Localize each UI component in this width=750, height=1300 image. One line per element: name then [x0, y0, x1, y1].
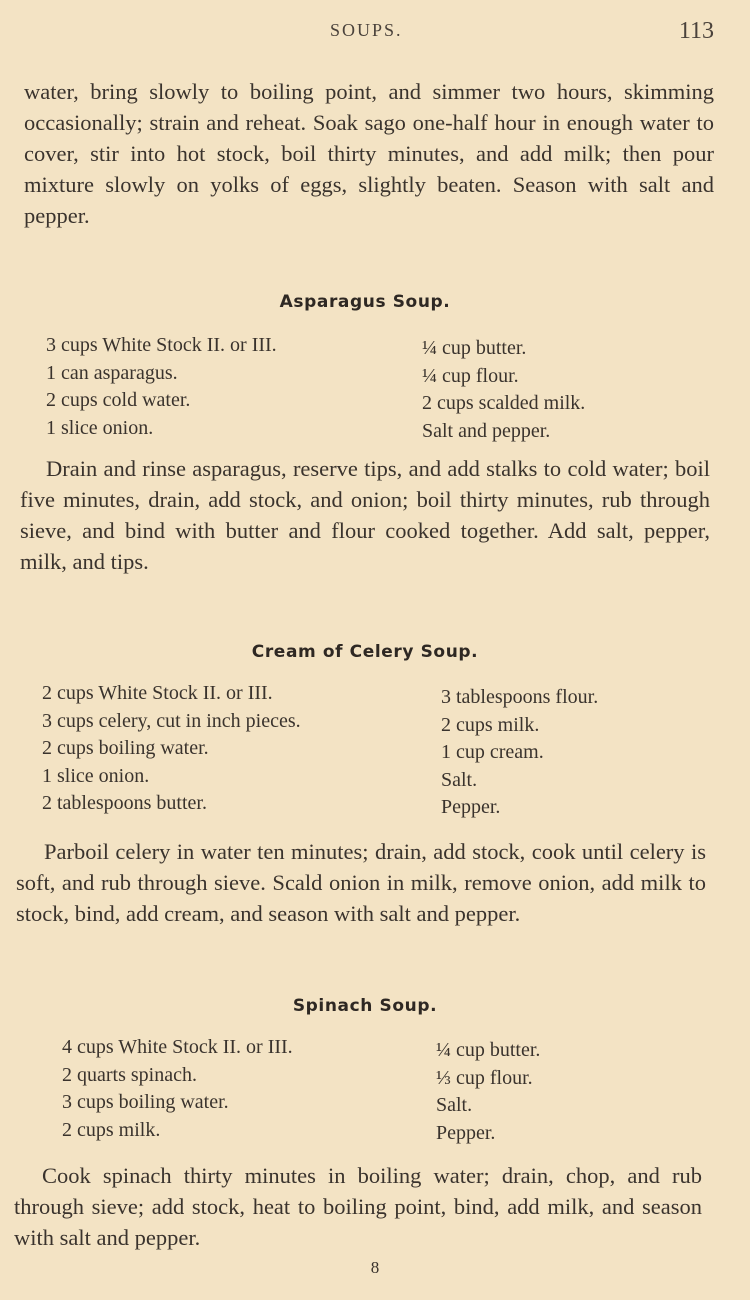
ingredient: 3 tablespoons flour.: [441, 686, 599, 708]
ingredient: 3 cups boiling water.: [62, 1091, 229, 1113]
ingredient: 2 tablespoons butter.: [42, 792, 207, 814]
ingredient: 1 cup cream.: [441, 741, 544, 763]
recipe-title-asparagus: Asparagus Soup.: [279, 292, 451, 312]
ingredient: 1 can asparagus.: [46, 361, 178, 384]
signature-mark: 8: [370, 1258, 380, 1277]
recipe-title-cream-of-celery: Cream of Celery Soup.: [251, 642, 479, 662]
ingredient: ¼ cup flour.: [422, 364, 519, 387]
page-number: 113: [678, 18, 714, 44]
ingredients-left-celery: [42, 680, 301, 818]
ingredient: 2 cups scalded milk.: [422, 392, 586, 414]
ingredients-right-spinach: [436, 1037, 540, 1147]
ingredient: Pepper.: [441, 796, 501, 818]
ingredient: Salt and pepper.: [422, 419, 551, 442]
running-title: SOUPS.: [330, 20, 403, 40]
recipe-directions-celery: Parboil celery in water ten minutes; drain, add stock, cook until celery is soft, and rub through sieve. Scald onion in milk, remove onion, add milk to stock, bind, add cream, and season with salt and pepper.: [16, 839, 706, 926]
ingredient: 1 slice onion.: [46, 416, 154, 439]
ingredients-left-asparagus: [46, 332, 277, 442]
ingredient: 2 cups White Stock II. or III.: [42, 682, 273, 704]
ingredient: Salt.: [436, 1094, 473, 1116]
ingredient: 3 cups White Stock II. or III.: [46, 334, 277, 356]
ingredients-left-spinach: [62, 1034, 293, 1144]
intro-paragraph: water, bring slowly to boiling point, and simmer two hours, skimming occasionally; strain and reheat. Soak sago one-half hour in enough water to cover, stir into hot stock, boil thirty minutes, and add milk; then pour mixture slowly on yolks of eggs, slightly beaten. Season with salt and pepper.: [24, 79, 714, 228]
ingredient: ⅓ cup flour.: [436, 1066, 533, 1089]
ingredient: 2 quarts spinach.: [62, 1063, 197, 1086]
recipe-title-spinach: Spinach Soup.: [292, 996, 438, 1016]
ingredient: 4 cups White Stock II. or III.: [62, 1036, 293, 1058]
ingredient: 2 cups boiling water.: [42, 737, 209, 759]
recipe-directions-asparagus: Drain and rinse asparagus, reserve tips, and add stalks to cold water; boil five minutes, drain, add stock, and onion; boil thirty minutes, rub through sieve, and bind with butter and flour cooked together. Add salt, pepper, milk, and tips.: [20, 456, 710, 574]
ingredients-right-asparagus: [422, 335, 585, 445]
ingredient: Salt.: [441, 768, 478, 791]
recipe-directions-spinach: Cook spinach thirty minutes in boiling water; drain, chop, and rub through sieve; add stock, heat to boiling point, bind, add milk, and season with salt and pepper.: [14, 1163, 702, 1250]
ingredient: 2 cups milk.: [62, 1118, 161, 1141]
ingredient: 2 cups cold water.: [46, 389, 191, 411]
ingredient: ¼ cup butter.: [436, 1039, 541, 1061]
ingredient: 3 cups celery, cut in inch pieces.: [42, 709, 301, 732]
ingredient: Pepper.: [436, 1121, 496, 1144]
ingredient: ¼ cup butter.: [422, 337, 527, 359]
running-head: [0, 18, 750, 48]
ingredients-right-celery: [441, 684, 598, 822]
ingredient: 2 cups milk.: [441, 713, 540, 736]
ingredient: 1 slice onion.: [42, 764, 150, 787]
